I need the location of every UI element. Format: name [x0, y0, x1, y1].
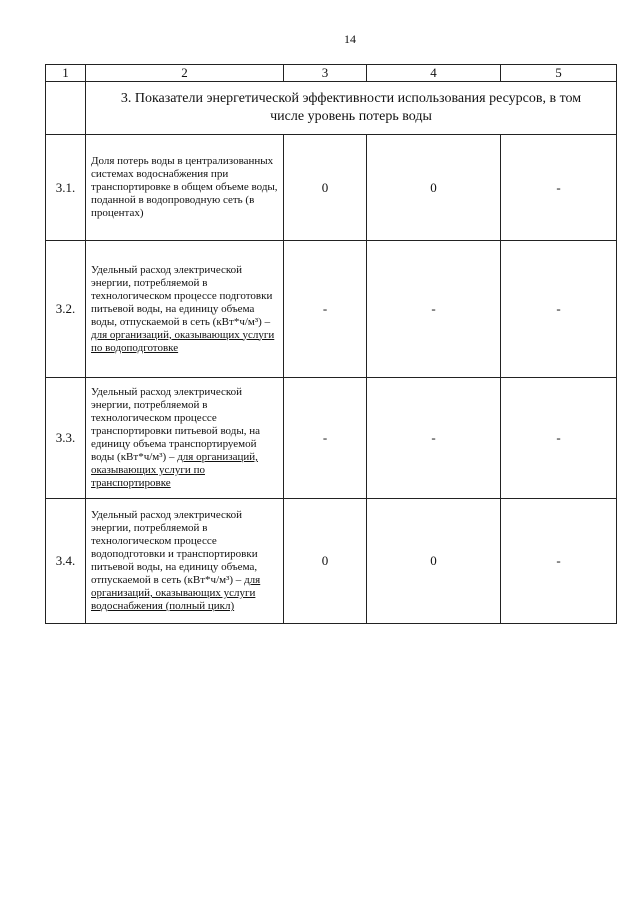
- value-col4: -: [367, 241, 501, 378]
- organization-type-note: для организаций, оказывающих услуги по водоподготовке: [91, 328, 275, 354]
- column-number: 3: [284, 65, 367, 82]
- row-number: 3.3.: [46, 378, 86, 499]
- indicators-table: [45, 64, 617, 624]
- table-row: [46, 378, 617, 499]
- indicator-description: Доля потерь воды в централизованных системах водоснабжения при транспортировке в общем объеме воды, поданной в водопроводную сеть (в процентах): [86, 135, 284, 241]
- row-number: 3.4.: [46, 499, 86, 624]
- value-col4: 0: [367, 135, 501, 241]
- organization-type-note: для организаций, оказывающих услуги водоснабжения (полный цикл): [91, 574, 261, 612]
- value-col3: -: [284, 378, 367, 499]
- column-number: 4: [367, 65, 501, 82]
- value-col4: 0: [367, 499, 501, 624]
- row-number: 3.1.: [46, 135, 86, 241]
- section-heading-line: числе уровень потерь воды: [270, 109, 432, 124]
- value-col3: 0: [284, 135, 367, 241]
- page-number: 14: [344, 32, 356, 46]
- column-number: 5: [501, 65, 617, 82]
- table-row: [46, 241, 617, 378]
- value-col3: 0: [284, 499, 367, 624]
- indicator-description: Удельный расход электрической энергии, потребляемой в технологическом процессе транспортировки питьевой воды, на единицу объема транспортируемой воды (кВт*ч/м³) – для организаций, оказывающих услуги по транспортировке: [86, 378, 284, 499]
- value-col5: -: [501, 499, 617, 624]
- value-col3: -: [284, 241, 367, 378]
- column-number: 2: [86, 65, 284, 82]
- table-row: [46, 499, 617, 624]
- value-col5: -: [501, 135, 617, 241]
- value-col5: -: [501, 378, 617, 499]
- value-col5: -: [501, 241, 617, 378]
- column-number: 1: [46, 65, 86, 82]
- table-row: [46, 135, 617, 241]
- organization-type-note: для организаций, оказывающих услуги по транспортировке: [91, 451, 258, 489]
- indicator-description: Удельный расход электрической энергии, потребляемой в технологическом процессе водоподготовки и транспортировки питьевой воды, на единицу объема, отпускаемой в сеть (кВт*ч/м³) – для организаций, оказывающих услуги водоснабжения (полный цикл): [86, 499, 284, 624]
- row-number: 3.2.: [46, 241, 86, 378]
- section-heading: [86, 82, 617, 135]
- section-heading-row: [46, 82, 617, 135]
- section-heading-line: 3. Показатели энергетической эффективности использования ресурсов, в том: [120, 91, 582, 106]
- indicator-description: Удельный расход электрической энергии, потребляемой в технологическом процессе подготовки питьевой воды, на единицу объема воды, отпускаемой в сеть (кВт*ч/м³) – для организаций, оказывающих услуги по водоподготовке: [86, 241, 284, 378]
- value-col4: -: [367, 378, 501, 499]
- column-number-row: [46, 65, 617, 82]
